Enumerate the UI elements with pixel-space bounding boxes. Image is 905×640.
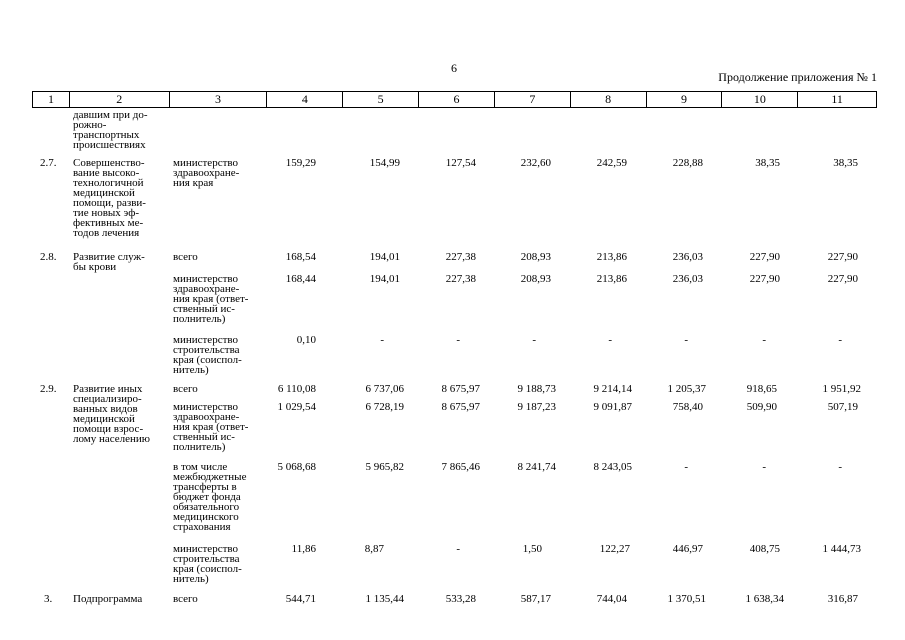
row-executor: всего [173,251,198,263]
value-cell: 8 241,74 [517,461,556,473]
row-number: 2.9. [40,383,57,395]
value-cell: 236,03 [672,251,703,263]
continuation-caption: Продолжение приложения № 1 [718,70,877,84]
value-cell: 227,90 [749,251,780,263]
value-cell: 227,90 [827,251,858,263]
value-cell: 38,35 [833,157,858,169]
row-executor: министерство строительства края (соиспол- нитель) [173,543,242,585]
value-cell: 507,19 [827,401,858,413]
value-cell: 194,01 [369,273,400,285]
value-cell: 228,88 [672,157,703,169]
value-cell: 587,17 [520,593,551,605]
value-cell: 1,50 [522,543,542,555]
value-cell: 533,28 [445,593,476,605]
value-cell: 242,59 [596,157,627,169]
row-executor: в том числе межбюджетные трансферты в бюджет фонда обязательного медицинского страхования [173,461,247,533]
value-cell: - [456,543,460,555]
value-cell: - [684,461,688,473]
value-cell: 509,90 [746,401,777,413]
value-cell: 227,90 [749,273,780,285]
value-cell: 1 029,54 [277,401,316,413]
value-cell: 1 135,44 [365,593,404,605]
header-cell: 10 [721,92,797,107]
value-cell: 8 675,97 [441,383,480,395]
value-cell: - [762,334,766,346]
value-cell: 1 951,92 [822,383,861,395]
value-cell: 154,99 [369,157,400,169]
row-number: 2.7. [40,157,57,169]
value-cell: 1 205,37 [667,383,706,395]
row-name: Развитие иных специализиро- ванных видов медицинской помощи взрос- лому населению [73,383,151,445]
row-executor: всего [173,383,198,395]
value-cell: 918,65 [746,383,777,395]
header-cell: 6 [418,92,494,107]
value-cell: 8 243,05 [593,461,632,473]
value-cell: 8,87 [364,543,384,555]
value-cell: 227,38 [445,251,476,263]
header-cell: 9 [646,92,722,107]
value-cell: 159,29 [285,157,316,169]
row-executor: министерство строительства края (соиспол- нитель) [173,334,242,376]
value-cell: 38,35 [755,157,780,169]
value-cell: 6 110,08 [277,383,316,395]
header-cell: 8 [570,92,646,107]
value-cell: 168,44 [285,273,316,285]
value-cell: 127,54 [445,157,476,169]
value-cell: 1 444,73 [822,543,861,555]
value-cell: 213,86 [596,273,627,285]
header-cell: 4 [266,92,342,107]
value-cell: - [838,334,842,346]
header-cell: 2 [69,92,169,107]
header-cell: 5 [342,92,418,107]
value-cell: 744,04 [596,593,627,605]
value-cell: - [608,334,612,346]
row-executor: министерство здравоохране- ния края [173,157,240,189]
value-cell: - [762,461,766,473]
value-cell: - [456,334,460,346]
value-cell: 7 865,46 [441,461,480,473]
header-cell: 1 [47,92,54,106]
value-cell: 9 091,87 [593,401,632,413]
value-cell: 232,60 [520,157,551,169]
value-cell: 758,40 [672,401,703,413]
header-cell: 7 [494,92,570,107]
value-cell: - [838,461,842,473]
row-name: Развитие служ- бы крови [73,251,145,273]
value-cell: - [380,334,384,346]
value-cell: 11,86 [291,543,316,555]
value-cell: 1 638,34 [745,593,784,605]
table-header [32,91,877,108]
value-cell: 208,93 [520,273,551,285]
value-cell: 213,86 [596,251,627,263]
value-cell: 5 068,68 [277,461,316,473]
row-number: 2.8. [40,251,57,263]
row-name: Совершенство- вание высоко- технологичной медицинской помощи, разви- тие новых эф- фективных ме- тодов лечения [73,157,146,239]
row-executor: министерство здравоохране- ния края (ответ- ственный ис- полнитель) [173,401,249,453]
header-cell: 11 [797,92,876,107]
value-cell: 446,97 [672,543,703,555]
value-cell: 168,54 [285,251,316,263]
value-cell: - [532,334,536,346]
value-cell: 1 370,51 [667,593,706,605]
row-name: давшим при до- рожно- транспортных происшествиях [73,109,148,151]
value-cell: 9 188,73 [517,383,556,395]
value-cell: 194,01 [369,251,400,263]
row-number: 3. [44,593,53,605]
value-cell: 6 737,06 [365,383,404,395]
value-cell: 316,87 [827,593,858,605]
page-number: 6 [451,61,457,75]
row-executor: всего [173,593,198,605]
value-cell: 227,90 [827,273,858,285]
row-executor: министерство здравоохране- ния края (ответ- ственный ис- полнитель) [173,273,249,325]
value-cell: 9 214,14 [593,383,632,395]
row-name: Подпрограмма [73,593,143,605]
value-cell: 0,10 [296,334,316,346]
value-cell: 544,71 [285,593,316,605]
value-cell: 6 728,19 [365,401,404,413]
value-cell: 236,03 [672,273,703,285]
value-cell: 122,27 [599,543,630,555]
value-cell: - [684,334,688,346]
value-cell: 5 965,82 [365,461,404,473]
value-cell: 208,93 [520,251,551,263]
value-cell: 8 675,97 [441,401,480,413]
value-cell: 9 187,23 [517,401,556,413]
value-cell: 408,75 [749,543,780,555]
value-cell: 227,38 [445,273,476,285]
header-cell: 3 [169,92,267,107]
